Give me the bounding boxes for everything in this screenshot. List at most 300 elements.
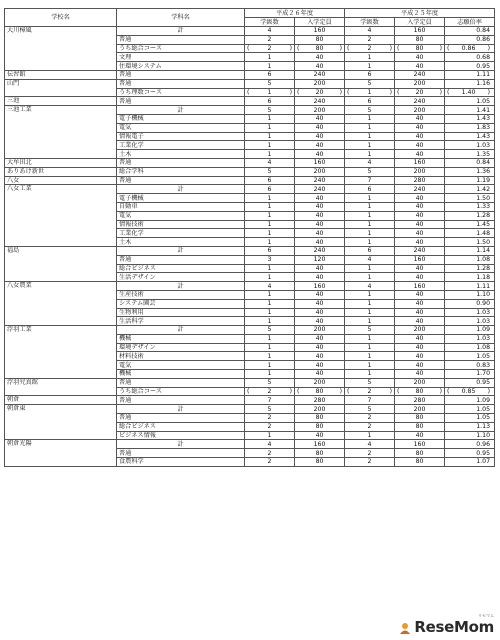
capacity-25-cell: 40: [395, 229, 445, 238]
paren-value: [297, 388, 342, 395]
capacity-25-cell: 80: [395, 422, 445, 431]
classes-25-cell: 5: [345, 405, 395, 414]
classes-26-cell: 1: [245, 370, 295, 379]
table-row: [5, 396, 495, 405]
classes-25-cell: [345, 44, 395, 53]
classes-25-cell: 1: [345, 62, 395, 71]
classes-26-cell: 4: [245, 440, 295, 449]
classes-26-cell: 1: [245, 343, 295, 352]
classes-25-cell: 7: [345, 396, 395, 405]
capacity-25-cell: 40: [395, 202, 445, 211]
dept-name: 機械: [117, 334, 245, 343]
capacity-26-cell: 80: [295, 458, 345, 467]
table-row: [5, 158, 495, 167]
classes-25-cell: 1: [345, 264, 395, 273]
classes-25-cell: 1: [345, 317, 395, 326]
classes-26-cell: 2: [245, 458, 295, 467]
dept-name: 生活デザイン: [117, 273, 245, 282]
capacity-25-cell: 160: [395, 440, 445, 449]
dept-name: 総合学科: [117, 167, 245, 176]
school-name: 山門: [5, 79, 117, 97]
ratio-cell: 1.18: [445, 273, 495, 282]
table-row: [5, 440, 495, 449]
paren-number: 20: [415, 88, 424, 96]
ratio-cell: 1.10: [445, 431, 495, 440]
classes-26-cell: 1: [245, 299, 295, 308]
admission-table-container: [4, 8, 494, 467]
dept-name: 計: [117, 27, 245, 36]
table-row: [5, 106, 495, 115]
classes-25-cell: 1: [345, 273, 395, 282]
header-classes-26: 学級数: [245, 18, 295, 27]
capacity-26-cell: [295, 44, 345, 53]
capacity-25-cell: 200: [395, 378, 445, 387]
capacity-25-cell: 40: [395, 220, 445, 229]
table-body: [5, 27, 495, 467]
dept-name: 計: [117, 106, 245, 115]
classes-26-cell: 1: [245, 202, 295, 211]
table-row: [5, 79, 495, 88]
dept-name: 計: [117, 282, 245, 291]
classes-25-cell: 7: [345, 176, 395, 185]
dept-name: 文理: [117, 53, 245, 62]
capacity-25-cell: 240: [395, 246, 445, 255]
capacity-25-cell: 160: [395, 282, 445, 291]
classes-25-cell: 6: [345, 246, 395, 255]
dept-name: 計: [117, 246, 245, 255]
capacity-25-cell: 40: [395, 334, 445, 343]
dept-name: 普通: [117, 396, 245, 405]
classes-26-cell: 1: [245, 150, 295, 159]
ratio-cell: 0.68: [445, 53, 495, 62]
classes-26-cell: 1: [245, 361, 295, 370]
paren-number: 0.85: [461, 388, 476, 396]
classes-26-cell: 1: [245, 62, 295, 71]
dept-name: うち総合コース: [117, 44, 245, 53]
ratio-cell: 1.35: [445, 150, 495, 159]
dept-name: 自動車: [117, 202, 245, 211]
school-name: 三池工業: [5, 106, 117, 159]
dept-name: 普通: [117, 255, 245, 264]
classes-25-cell: 1: [345, 141, 395, 150]
capacity-25-cell: 40: [395, 238, 445, 247]
classes-26-cell: 6: [245, 70, 295, 79]
paren-close: ): [339, 388, 342, 396]
dept-name: 電子機械: [117, 194, 245, 203]
paren-number: 2: [367, 388, 372, 396]
ratio-cell: 1.08: [445, 255, 495, 264]
capacity-25-cell: 160: [395, 255, 445, 264]
classes-25-cell: 1: [345, 53, 395, 62]
resemom-logo-text: ReseMom: [414, 618, 494, 636]
paren-number: 2: [367, 44, 372, 52]
capacity-25-cell: 40: [395, 431, 445, 440]
school-name: 八女農業: [5, 282, 117, 326]
capacity-26-cell: 40: [295, 273, 345, 282]
capacity-25-cell: 80: [395, 414, 445, 423]
capacity-25-cell: 40: [395, 299, 445, 308]
capacity-25-cell: 200: [395, 167, 445, 176]
capacity-25-cell: 240: [395, 97, 445, 106]
header-year26: 平成２６年度: [245, 9, 345, 18]
ratio-cell: 1.03: [445, 141, 495, 150]
classes-26-cell: 4: [245, 158, 295, 167]
capacity-25-cell: 40: [395, 53, 445, 62]
dept-name: 計: [117, 405, 245, 414]
ratio-cell: 0.84: [445, 27, 495, 36]
dept-name: 総合ビジネス: [117, 264, 245, 273]
capacity-25-cell: 240: [395, 185, 445, 194]
classes-25-cell: 1: [345, 220, 395, 229]
paren-value: [397, 388, 442, 395]
classes-25-cell: 1: [345, 343, 395, 352]
paren-value: [347, 45, 392, 52]
ratio-cell: 1.05: [445, 352, 495, 361]
dept-name: 計: [117, 185, 245, 194]
paren-close: ): [339, 88, 342, 96]
classes-25-cell: 5: [345, 378, 395, 387]
capacity-26-cell: 80: [295, 414, 345, 423]
capacity-26-cell: 240: [295, 246, 345, 255]
capacity-26-cell: 200: [295, 326, 345, 335]
capacity-25-cell: 280: [395, 176, 445, 185]
capacity-25-cell: 280: [395, 396, 445, 405]
capacity-26-cell: 40: [295, 352, 345, 361]
header-capacity-26: 入学定員: [295, 18, 345, 27]
capacity-26-cell: 160: [295, 282, 345, 291]
capacity-25-cell: 80: [395, 458, 445, 467]
capacity-26-cell: 40: [295, 220, 345, 229]
dept-name: 機械: [117, 370, 245, 379]
table-row: [5, 185, 495, 194]
paren-open: (: [347, 388, 350, 396]
school-name: ありあけ新世: [5, 167, 117, 176]
ratio-cell: 1.41: [445, 106, 495, 115]
ratio-cell: 1.43: [445, 114, 495, 123]
table-row: [5, 246, 495, 255]
dept-name: うち理数コース: [117, 88, 245, 97]
paren-close: ): [439, 44, 442, 52]
classes-26-cell: 4: [245, 27, 295, 36]
dept-name: 住環境システム: [117, 62, 245, 71]
ratio-cell: 1.03: [445, 317, 495, 326]
ratio-cell: 1.11: [445, 70, 495, 79]
paren-close: ): [389, 388, 392, 396]
header-capacity-25: 入学定員: [395, 18, 445, 27]
capacity-26-cell: 40: [295, 264, 345, 273]
table-row: [5, 326, 495, 335]
classes-26-cell: 2: [245, 35, 295, 44]
classes-26-cell: 5: [245, 106, 295, 115]
classes-25-cell: 2: [345, 414, 395, 423]
school-name: 八女工業: [5, 185, 117, 247]
school-name: 八女: [5, 176, 117, 185]
ratio-cell: 1.70: [445, 370, 495, 379]
ratio-cell: 1.14: [445, 246, 495, 255]
ratio-cell: 1.10: [445, 290, 495, 299]
capacity-25-cell: 200: [395, 79, 445, 88]
ratio-cell: 1.43: [445, 132, 495, 141]
classes-26-cell: 1: [245, 132, 295, 141]
paren-open: (: [297, 88, 300, 96]
classes-26-cell: 1: [245, 123, 295, 132]
dept-name: 情報電子: [117, 132, 245, 141]
paren-value: [247, 45, 292, 52]
capacity-25-cell: 40: [395, 273, 445, 282]
capacity-26-cell: 40: [295, 229, 345, 238]
capacity-26-cell: 200: [295, 79, 345, 88]
capacity-26-cell: 40: [295, 317, 345, 326]
paren-value: [347, 89, 392, 96]
classes-26-cell: 1: [245, 317, 295, 326]
classes-25-cell: 2: [345, 449, 395, 458]
classes-25-cell: 5: [345, 167, 395, 176]
dept-name: うち総合コース: [117, 387, 245, 396]
dept-name: 生物利用: [117, 308, 245, 317]
ratio-cell: 1.19: [445, 176, 495, 185]
ratio-cell: 1.16: [445, 79, 495, 88]
capacity-25-cell: 40: [395, 352, 445, 361]
classes-26-cell: 1: [245, 308, 295, 317]
dept-name: 情報技術: [117, 220, 245, 229]
ratio-cell: 0.90: [445, 299, 495, 308]
paren-number: 1: [367, 88, 372, 96]
capacity-25-cell: 40: [395, 290, 445, 299]
classes-26-cell: 6: [245, 97, 295, 106]
ratio-cell: 1.09: [445, 396, 495, 405]
ratio-cell: 1.07: [445, 458, 495, 467]
dept-name: 電気: [117, 211, 245, 220]
ratio-cell: 1.50: [445, 238, 495, 247]
classes-26-cell: 1: [245, 53, 295, 62]
paren-open: (: [247, 88, 250, 96]
paren-close: ): [487, 88, 491, 96]
classes-25-cell: 6: [345, 97, 395, 106]
classes-25-cell: 1: [345, 211, 395, 220]
paren-close: ): [289, 44, 292, 52]
ratio-cell: [445, 88, 495, 97]
classes-25-cell: 1: [345, 308, 395, 317]
capacity-26-cell: 80: [295, 422, 345, 431]
paren-number: 80: [415, 44, 424, 52]
table-row: [5, 378, 495, 387]
classes-25-cell: 1: [345, 370, 395, 379]
classes-25-cell: 4: [345, 282, 395, 291]
classes-26-cell: 1: [245, 431, 295, 440]
classes-25-cell: 1: [345, 114, 395, 123]
capacity-26-cell: 40: [295, 308, 345, 317]
dept-name: 総合ビジネス: [117, 422, 245, 431]
capacity-26-cell: 40: [295, 334, 345, 343]
classes-25-cell: 1: [345, 132, 395, 141]
paren-open: (: [397, 388, 400, 396]
capacity-25-cell: 40: [395, 343, 445, 352]
classes-26-cell: [245, 88, 295, 97]
ratio-cell: 0.95: [445, 378, 495, 387]
paren-number: 20: [315, 88, 324, 96]
table-row: [5, 97, 495, 106]
paren-close: ): [339, 44, 342, 52]
ratio-cell: 1.33: [445, 202, 495, 211]
classes-25-cell: 1: [345, 361, 395, 370]
ratio-cell: 0.95: [445, 449, 495, 458]
capacity-26-cell: 160: [295, 158, 345, 167]
table-row: [5, 176, 495, 185]
ratio-cell: [445, 387, 495, 396]
ratio-cell: 1.09: [445, 326, 495, 335]
resemom-logo-subtext: リセマム: [478, 613, 494, 618]
ratio-cell: 1.11: [445, 282, 495, 291]
capacity-26-cell: 40: [295, 194, 345, 203]
capacity-26-cell: 40: [295, 238, 345, 247]
classes-25-cell: 2: [345, 422, 395, 431]
classes-26-cell: 5: [245, 378, 295, 387]
capacity-26-cell: 40: [295, 114, 345, 123]
classes-26-cell: [245, 44, 295, 53]
capacity-25-cell: 40: [395, 62, 445, 71]
paren-value: [347, 388, 392, 395]
paren-close: ): [439, 388, 442, 396]
dept-name: 普通: [117, 378, 245, 387]
classes-25-cell: 1: [345, 299, 395, 308]
paren-number: 0.86: [461, 44, 476, 52]
ratio-cell: 0.84: [445, 158, 495, 167]
capacity-26-cell: 40: [295, 290, 345, 299]
classes-26-cell: 1: [245, 273, 295, 282]
ratio-cell: 1.13: [445, 422, 495, 431]
ratio-cell: 1.48: [445, 229, 495, 238]
capacity-25-cell: 40: [395, 132, 445, 141]
ratio-cell: 1.03: [445, 308, 495, 317]
table-header: [5, 9, 495, 27]
dept-name: システム園芸: [117, 299, 245, 308]
capacity-26-cell: 40: [295, 431, 345, 440]
ratio-cell: 1.05: [445, 414, 495, 423]
ratio-cell: 0.95: [445, 62, 495, 71]
school-name: 朝倉光陽: [5, 440, 117, 466]
paren-number: 1.40: [461, 88, 476, 96]
capacity-25-cell: [395, 44, 445, 53]
paren-value: [247, 388, 292, 395]
ratio-cell: 1.28: [445, 264, 495, 273]
capacity-26-cell: 200: [295, 378, 345, 387]
resemom-watermark: [398, 613, 494, 636]
capacity-25-cell: 40: [395, 211, 445, 220]
dept-name: 生活科学: [117, 317, 245, 326]
capacity-26-cell: [295, 387, 345, 396]
capacity-25-cell: [395, 387, 445, 396]
paren-close: ): [487, 44, 491, 52]
dept-name: 電子機械: [117, 114, 245, 123]
capacity-25-cell: 200: [395, 106, 445, 115]
paren-number: 80: [415, 388, 424, 396]
capacity-26-cell: 40: [295, 211, 345, 220]
classes-26-cell: 5: [245, 79, 295, 88]
paren-close: ): [487, 388, 491, 396]
capacity-25-cell: 240: [395, 70, 445, 79]
capacity-26-cell: 40: [295, 123, 345, 132]
classes-25-cell: 1: [345, 194, 395, 203]
ratio-cell: 1.83: [445, 123, 495, 132]
classes-26-cell: 1: [245, 211, 295, 220]
paren-open: (: [397, 88, 400, 96]
ratio-cell: 1.08: [445, 343, 495, 352]
dept-name: 普通: [117, 35, 245, 44]
capacity-26-cell: 40: [295, 343, 345, 352]
ratio-cell: 1.42: [445, 185, 495, 194]
capacity-25-cell: [395, 88, 445, 97]
capacity-25-cell: 200: [395, 405, 445, 414]
school-name: 三池: [5, 97, 117, 106]
capacity-25-cell: 40: [395, 123, 445, 132]
school-name: 大川樟風: [5, 27, 117, 71]
paren-number: 80: [315, 44, 324, 52]
school-name: 朝倉: [5, 396, 117, 405]
classes-26-cell: 1: [245, 194, 295, 203]
classes-25-cell: [345, 88, 395, 97]
school-name: 大牟田北: [5, 158, 117, 167]
capacity-25-cell: 40: [395, 361, 445, 370]
school-name: 浮羽究真館: [5, 378, 117, 396]
ratio-cell: 1.05: [445, 405, 495, 414]
capacity-25-cell: 80: [395, 35, 445, 44]
paren-close: ): [289, 388, 292, 396]
capacity-25-cell: 160: [395, 158, 445, 167]
capacity-25-cell: 40: [395, 370, 445, 379]
classes-26-cell: 1: [245, 334, 295, 343]
classes-25-cell: 1: [345, 150, 395, 159]
ratio-cell: 1.45: [445, 220, 495, 229]
header-classes-25: 学級数: [345, 18, 395, 27]
dept-name: 食農科学: [117, 458, 245, 467]
classes-25-cell: 5: [345, 326, 395, 335]
classes-25-cell: [345, 387, 395, 396]
classes-26-cell: 5: [245, 405, 295, 414]
paren-close: ): [439, 88, 442, 96]
paren-close: ): [389, 88, 392, 96]
capacity-25-cell: 40: [395, 150, 445, 159]
paren-number: 2: [267, 44, 272, 52]
paren-value: [447, 45, 490, 52]
paren-open: (: [247, 44, 250, 52]
dept-name: 工業化学: [117, 229, 245, 238]
classes-26-cell: 1: [245, 290, 295, 299]
capacity-26-cell: 240: [295, 97, 345, 106]
paren-value: [297, 45, 342, 52]
dept-name: 普通: [117, 449, 245, 458]
classes-25-cell: 4: [345, 440, 395, 449]
classes-25-cell: 6: [345, 185, 395, 194]
table-row: [5, 27, 495, 36]
classes-26-cell: 1: [245, 264, 295, 273]
paren-value: [397, 89, 442, 96]
capacity-26-cell: 280: [295, 396, 345, 405]
dept-name: 土木: [117, 150, 245, 159]
capacity-26-cell: 40: [295, 62, 345, 71]
capacity-26-cell: 40: [295, 202, 345, 211]
dept-name: 材料技術: [117, 352, 245, 361]
paren-close: ): [289, 88, 292, 96]
capacity-26-cell: 40: [295, 361, 345, 370]
paren-value: [297, 89, 342, 96]
dept-name: ビジネス情報: [117, 431, 245, 440]
classes-26-cell: 2: [245, 422, 295, 431]
capacity-26-cell: 40: [295, 370, 345, 379]
capacity-26-cell: 40: [295, 150, 345, 159]
classes-26-cell: 2: [245, 449, 295, 458]
resemom-logo-icon: [398, 620, 412, 634]
school-name: 伝習館: [5, 70, 117, 79]
